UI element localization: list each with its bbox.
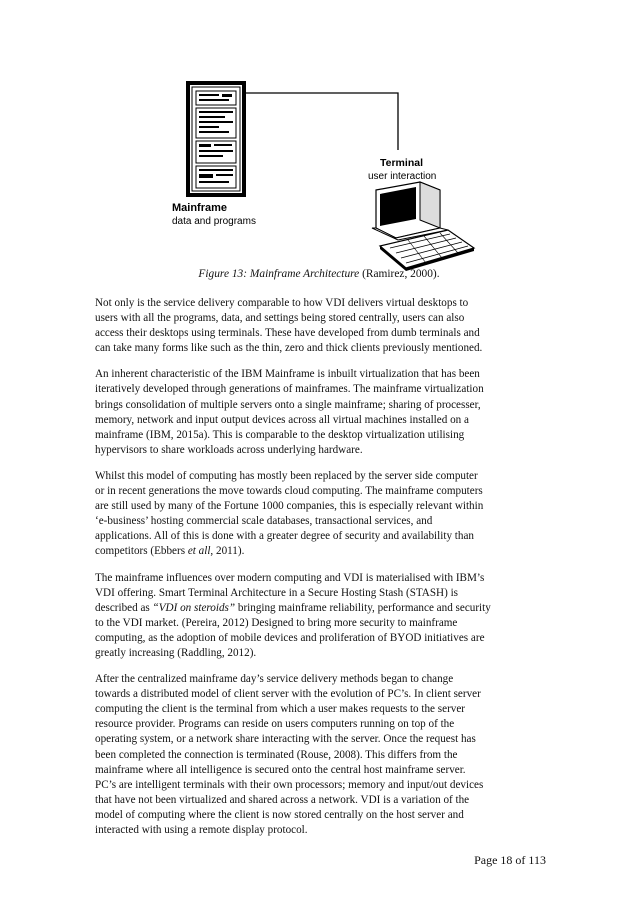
text-fragment: competitors (Ebbers [95,545,188,558]
text-line: VDI offering. Smart Terminal Architecture in a Secure Hosting Stash (STASH) is [95,586,459,599]
text-line: applications. All of this is done with a greater degree of security and availability than [95,530,474,543]
mainframe-sublabel: data and programs [172,216,256,227]
text-line: Not only is the service delivery comparable to how VDI delivers virtual desktops to [95,297,469,309]
mainframe-tower-icon [188,83,244,195]
text-line: PC’s are intelligent terminals with their own processors; memory and input/out devices [95,778,484,791]
text-italic: et all [187,545,211,558]
paragraph-1 [95,296,547,356]
text-line: ‘e-business’ hosting commercial scale databases, transactional services, and [95,515,433,528]
text-line: or in recent generations the move towards cloud computing. The mainframe computers [95,485,483,498]
paragraph-5 [95,672,547,838]
text-fragment: described as [95,601,153,614]
text-italic: “VDI on steroids” [152,601,236,614]
text-line: The mainframe influences over modern computing and VDI is materialised with IBM’s [95,571,485,584]
text-line: An inherent characteristic of the IBM Mainframe is inbuilt virtualization that has been [95,368,480,381]
text-fragment: bringing mainframe reliability, performance and security [235,601,491,614]
text-line: operating system, or a network share interacting with the server. Once the request has [95,733,476,746]
text-line: brings consolidation of multiple servers onto a single mainframe; sharing of processer, [95,398,481,411]
text-line: that have not been virtualized and shared across a network. VDI is a variation of the [95,793,470,806]
text-line: been completed the connection is terminated (Rouse, 2008). This differs from the [95,748,458,761]
text-line: resource provider. Programs can reside on users computers running on top of the [95,718,455,731]
text-line: mainframe where all intelligence is secured onto the central host mainframe server. [95,763,466,776]
paragraph-2 [95,367,547,458]
connection-line [244,93,398,150]
text-line: can take many forms like such as the thin, zero and thick clients previously mentioned. [95,342,483,355]
paragraph-3 [95,469,547,560]
text-line: Whilst this model of computing has mostly been replaced by the server side computer [95,469,478,482]
terminal-computer-icon [372,182,474,271]
text-line: towards a distributed model of client server with the evolution of PC’s. In client server [95,688,481,701]
mainframe-label: Mainframe [172,202,228,214]
text-line: memory, network and input output devices across all virtual machines installed on a [95,413,469,426]
caption-title: Figure 13: Mainframe Architecture [198,268,360,280]
text-line: iteratively developed through generations of mainframes. The mainframe virtualization [95,383,484,396]
body-text [95,296,547,849]
text-line: users with all the programs, data, and settings being stored centrally, users can also [95,312,465,325]
text-line: access their desktops using terminals. These have developed from dumb terminals and [95,327,480,340]
text-line: computing, as the adoption of mobile devices and proliferation of BYOD initiatives are [95,631,485,644]
caption-source: (Ramirez, 2000). [359,268,440,280]
terminal-sublabel: user interaction [368,171,437,182]
text-fragment: , 2011). [210,545,245,558]
text-line: model of computing where the client is now stored centrally on the host server and [95,808,464,821]
terminal-label: Terminal [380,157,423,169]
figure-caption [0,268,638,280]
text-line: After the centralized mainframe day’s service delivery methods began to change [95,673,454,686]
text-line: are still used by many of the Fortune 1000 companies, this is especially relevant within [95,500,484,513]
paragraph-4 [95,571,547,662]
page-number: Page 18 of 113 [474,853,546,867]
text-line: mainframe (IBM, 2015a). This is comparable to the desktop virtualization utilising [95,428,465,441]
text-line: greatly increasing (Raddling, 2012). [95,646,257,659]
mainframe-diagram [158,78,488,278]
mainframe-architecture-figure [158,78,488,278]
text-line: hypervisors to share workloads across underlying hardware. [95,443,363,456]
text-line: computing the client is the terminal from which a user makes requests to the server [95,703,466,716]
text-line: interacted with using a remote display protocol. [95,824,308,836]
text-line: to the VDI market. (Pereira, 2012) Designed to bring more security to mainframe [95,616,458,629]
